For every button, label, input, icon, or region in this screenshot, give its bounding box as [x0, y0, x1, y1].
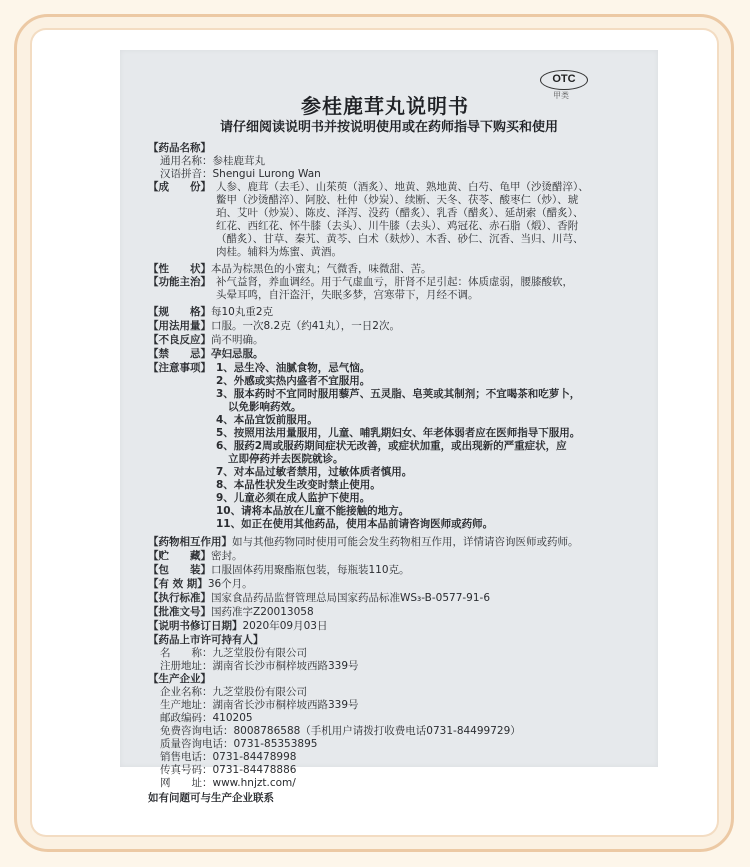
otc-class-label: 甲类 [553, 91, 569, 100]
precautions-label-row [148, 362, 211, 375]
drug-name-label: 【药品名称】 [148, 142, 211, 154]
usage-label: 【用法用量】 [148, 320, 211, 332]
precaution-item: 5、按照用法用量服用，儿童、哺乳期妇女、年老体弱者应在医师指导下服用。 [216, 427, 581, 439]
ingredients-line: 红花、西红花、怀牛膝（去头）、川牛膝（去头）、鸡冠花、赤石脂（煅）、香附 [216, 220, 579, 232]
storage-row [148, 550, 243, 563]
leaflet-subtitle: 请仔细阅读说明书并按说明使用或在药师指导下购买和使用 [219, 120, 558, 135]
approval-label: 【批准文号】 [148, 606, 211, 618]
interactions-row [148, 536, 579, 549]
manufacturer-item-label: 销售电话： [160, 751, 213, 763]
ingredients-label-row [148, 181, 211, 194]
precaution-item: 2、外感或实热内盛者不宜服用。 [216, 375, 371, 387]
pinyin-value: Shengui Lurong Wan [212, 168, 321, 180]
contra-label: 【禁 忌】 [148, 348, 211, 360]
precaution-item-cont: 以免影响药效。 [228, 401, 302, 413]
ingredients-line: 鳖甲（沙烫醋淬）、阿胶、杜仲（炒炭）、续断、天冬、茯苓、酸枣仁（炒）、琥 [216, 194, 579, 206]
revision-value: 2020年09月03日 [242, 620, 328, 632]
manufacturer-label: 【生产企业】 [148, 673, 211, 685]
precaution-item: 3、服本药时不宜同时服用藜芦、五灵脂、皂荚或其制剂；不宜喝茶和吃萝卜， [216, 388, 581, 400]
standard-row [148, 592, 490, 605]
manufacturer-item [160, 738, 521, 751]
approval-row [148, 606, 314, 619]
package-row [148, 564, 410, 577]
precaution-item-cont: 立即停药并去医院就诊。 [228, 453, 344, 465]
manufacturer-item-label: 邮政编码： [160, 712, 213, 724]
adverse-label: 【不良反应】 [148, 334, 211, 346]
manufacturer-item-label: 传真号码： [160, 764, 213, 776]
mah-address-row [160, 660, 359, 673]
precaution-item: 7、对本品过敏者禁用，过敏体质者慎用。 [216, 466, 413, 478]
mah-address-value: 湖南省长沙市桐梓坡西路339号 [212, 660, 359, 672]
validity-row [148, 578, 253, 591]
contra-row [148, 348, 264, 361]
precaution-item: 9、儿童必须在成人监护下使用。 [216, 492, 371, 504]
indications-label: 【功能主治】 [148, 276, 211, 288]
properties-label: 【性 状】 [148, 263, 211, 275]
mah-address-label: 注册地址： [160, 660, 213, 672]
adverse-row [148, 334, 264, 347]
approval-value: 国药准字Z20013058 [211, 606, 314, 618]
manufacturer-item [160, 712, 521, 725]
spec-row [148, 306, 273, 319]
contra-value: 孕妇忌服。 [211, 348, 264, 360]
drug-name-section [148, 142, 211, 155]
precaution-item: 1、忌生冷、油腻食物，忌气恼。 [216, 362, 371, 374]
indications-line: 头晕耳鸣，自汗盗汗，失眠多梦，宫寒带下，月经不调。 [216, 289, 479, 301]
manufacturer-item-value: www.hnjzt.com/ [212, 777, 296, 789]
indications-label-row [148, 276, 211, 289]
manufacturer-item [160, 686, 521, 699]
manufacturer-item-value: 0731-85353895 [233, 738, 318, 750]
manufacturer-item [160, 699, 521, 712]
revision-row [148, 620, 327, 633]
manufacturer-label-row [148, 673, 211, 686]
precaution-item: 4、本品宜饭前服用。 [216, 414, 318, 426]
mah-name-label: 名 称： [160, 647, 213, 659]
mah-label-row [148, 634, 264, 647]
manufacturer-item [160, 725, 521, 738]
ingredients-text [216, 181, 589, 259]
ingredients-line: 珀、艾叶（炒炭）、陈皮、泽泻、没药（醋炙）、乳香（醋炙）、延胡索（醋炙）、 [216, 207, 584, 219]
pinyin-row [160, 168, 321, 181]
leaflet-paper [120, 50, 658, 804]
storage-label: 【贮 藏】 [148, 550, 211, 562]
interactions-value: 如与其他药物同时使用可能会发生药物相互作用，详情请咨询医师或药师。 [232, 536, 579, 548]
precaution-item: 8、本品性状发生改变时禁止使用。 [216, 479, 381, 491]
manufacturer-item-label: 免费咨询电话： [160, 725, 234, 737]
precautions-label: 【注意事项】 [148, 362, 211, 374]
ingredients-line: 人参、鹿茸（去毛）、山茱萸（酒炙）、地黄、熟地黄、白芍、龟甲（沙烫醋淬）、 [216, 181, 589, 193]
manufacturer-item-value: 九芝堂股份有限公司 [212, 686, 307, 698]
manufacturer-item-label: 企业名称： [160, 686, 213, 698]
contact-footer [148, 792, 274, 805]
mah-name-row [160, 647, 307, 660]
ingredients-line: （醋炙）、甘草、秦艽、黄芩、白术（麸炒）、木香、砂仁、沉香、当归、川芎、 [216, 233, 584, 245]
properties-value: 本品为棕黑色的小蜜丸；气微香，味微甜、苦。 [211, 263, 432, 275]
contact-footer-text: 如有问题可与生产企业联系 [148, 792, 274, 804]
validity-value: 36个月。 [207, 578, 253, 590]
manufacturer-item-value: 0731-84478998 [212, 751, 297, 763]
package-value: 口服固体药用聚酯瓶包装，每瓶装110克。 [211, 564, 410, 576]
pinyin-label: 汉语拼音： [160, 168, 213, 180]
manufacturer-details [160, 686, 521, 790]
indications-line: 补气益肾，养血调经。用于气虚血亏，肝肾不足引起：体质虚弱，腰膝酸软， [216, 276, 573, 288]
manufacturer-item [160, 751, 521, 764]
storage-value: 密封。 [211, 550, 243, 562]
standard-value: 国家食品药品监督管理总局国家药品标准WS₃-B-0577-91-6 [211, 592, 491, 604]
precaution-item: 11、如正在使用其他药品，使用本品前请咨询医师或药师。 [216, 518, 494, 530]
otc-badge: OTC [540, 70, 588, 90]
generic-name-row [160, 155, 265, 168]
precaution-item: 6、服药2周或服药期间症状无改善，或症状加重，或出现新的严重症状，应 [216, 440, 567, 452]
mah-name-value: 九芝堂股份有限公司 [212, 647, 307, 659]
generic-name-label: 通用名称： [160, 155, 213, 167]
interactions-label: 【药物相互作用】 [148, 536, 232, 548]
validity-label: 【有 效 期】 [148, 578, 208, 590]
usage-row [148, 320, 400, 333]
manufacturer-item-value: 0731-84478886 [212, 764, 297, 776]
generic-name-value: 参桂鹿茸丸 [212, 155, 265, 167]
manufacturer-item [160, 777, 521, 790]
ingredients-label: 【成 份】 [148, 181, 211, 193]
adverse-value: 尚不明确。 [211, 334, 264, 346]
properties-row [148, 263, 432, 276]
precautions-list [216, 362, 580, 531]
standard-label: 【执行标准】 [148, 592, 211, 604]
revision-label: 【说明书修订日期】 [148, 620, 243, 632]
mah-label: 【药品上市许可持有人】 [148, 634, 264, 646]
precaution-item: 10、请将本品放在儿童不能接触的地方。 [216, 505, 410, 517]
usage-value: 口服。一次8.2克（约41丸），一日2次。 [211, 320, 400, 332]
spec-label: 【规 格】 [148, 306, 211, 318]
manufacturer-item-label: 网 址： [160, 777, 213, 789]
manufacturer-item-label: 生产地址： [160, 699, 213, 711]
manufacturer-item-value: 410205 [212, 712, 253, 724]
manufacturer-item-value: 8008786588（手机用户请拨打收费电话0731-84499729） [233, 725, 521, 737]
manufacturer-item-value: 湖南省长沙市桐梓坡西路339号 [212, 699, 359, 711]
manufacturer-item-label: 质量咨询电话： [160, 738, 234, 750]
ingredients-line: 肉桂。辅料为炼蜜、黄酒。 [216, 246, 342, 258]
manufacturer-item [160, 764, 521, 777]
indications-text [216, 276, 573, 302]
leaflet-title: 参桂鹿茸丸说明书 [301, 94, 469, 118]
package-label: 【包 装】 [148, 564, 211, 576]
spec-value: 每10丸重2克 [211, 306, 274, 318]
